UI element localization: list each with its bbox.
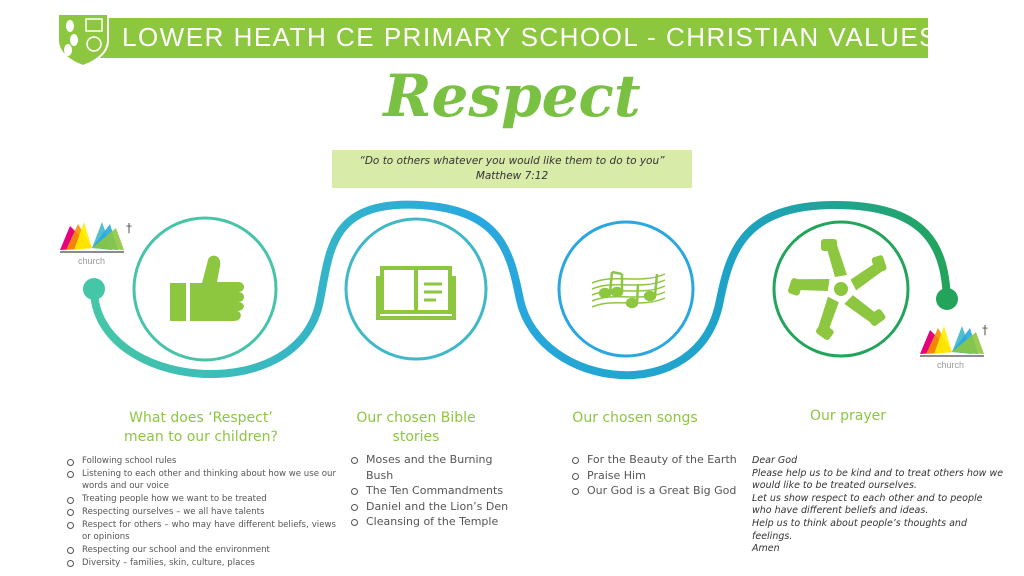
- list-item: Respect for others – who may have different beliefs, views or opinions: [66, 519, 336, 544]
- bible-stories-list: [350, 452, 510, 530]
- church-label-left: church: [78, 256, 106, 266]
- respect-list: [66, 455, 336, 569]
- section-circle-3: [559, 222, 693, 356]
- list-item: Moses and the Burning Bush: [350, 452, 510, 483]
- list-item: Diversity – families, skin, culture, places: [66, 557, 336, 570]
- list-item: Following school rules: [66, 455, 336, 468]
- list-item: Treating people how we want to be treated: [66, 493, 336, 506]
- list-item: The Ten Commandments: [350, 483, 510, 499]
- quote-box: [332, 150, 692, 188]
- wave-start-dot: [83, 278, 105, 300]
- prayer-line: Amen: [752, 543, 780, 555]
- svg-text:†: †: [982, 323, 988, 337]
- wave-end-dot: [936, 288, 958, 310]
- section-heading-prayer: Our prayer: [810, 408, 886, 424]
- prayer-line: Please help us to be kind and to treat others how we would like to be treated ourselves.: [752, 467, 1004, 492]
- prayer-text: [752, 455, 1004, 556]
- prayer-line: Help us to think about people’s thoughts and feelings.: [752, 517, 967, 542]
- church-label-right: church: [937, 360, 965, 370]
- church-book-icon: [920, 323, 988, 356]
- section-heading-songs: Our chosen songs: [572, 410, 698, 426]
- list-item: For the Beauty of the Earth: [571, 452, 751, 468]
- section-heading-respect: What does ‘Respect’ mean to our children?: [124, 410, 278, 445]
- church-book-icon: [60, 221, 132, 252]
- svg-text:†: †: [126, 221, 132, 235]
- list-item: Respecting ourselves – we all have talents: [66, 506, 336, 519]
- banner-title: LOWER HEATH CE PRIMARY SCHOOL - CHRISTIAN VALUES: [122, 22, 939, 52]
- prayer-line: Let us show respect to each other and to people who have different beliefs and ideas.: [752, 492, 983, 517]
- quote-text: “Do to others whatever you would like them to do to you”: [359, 155, 665, 167]
- prayer-line: Dear God: [752, 455, 798, 466]
- list-item: Praise Him: [571, 468, 751, 484]
- list-item: Our God is a Great Big God: [571, 483, 751, 499]
- quote-reference: Matthew 7:12: [475, 170, 549, 182]
- list-item: Daniel and the Lion’s Den: [350, 499, 510, 515]
- list-item: Respecting our school and the environment: [66, 544, 336, 557]
- songs-list: [571, 452, 751, 499]
- list-item: Cleansing of the Temple: [350, 514, 510, 530]
- page-title: Respect: [383, 62, 641, 130]
- section-heading-bible: Our chosen Bible stories: [356, 410, 476, 445]
- school-shield-icon: [54, 10, 112, 68]
- list-item: Listening to each other and thinking about how we use our words and our voice: [66, 468, 336, 493]
